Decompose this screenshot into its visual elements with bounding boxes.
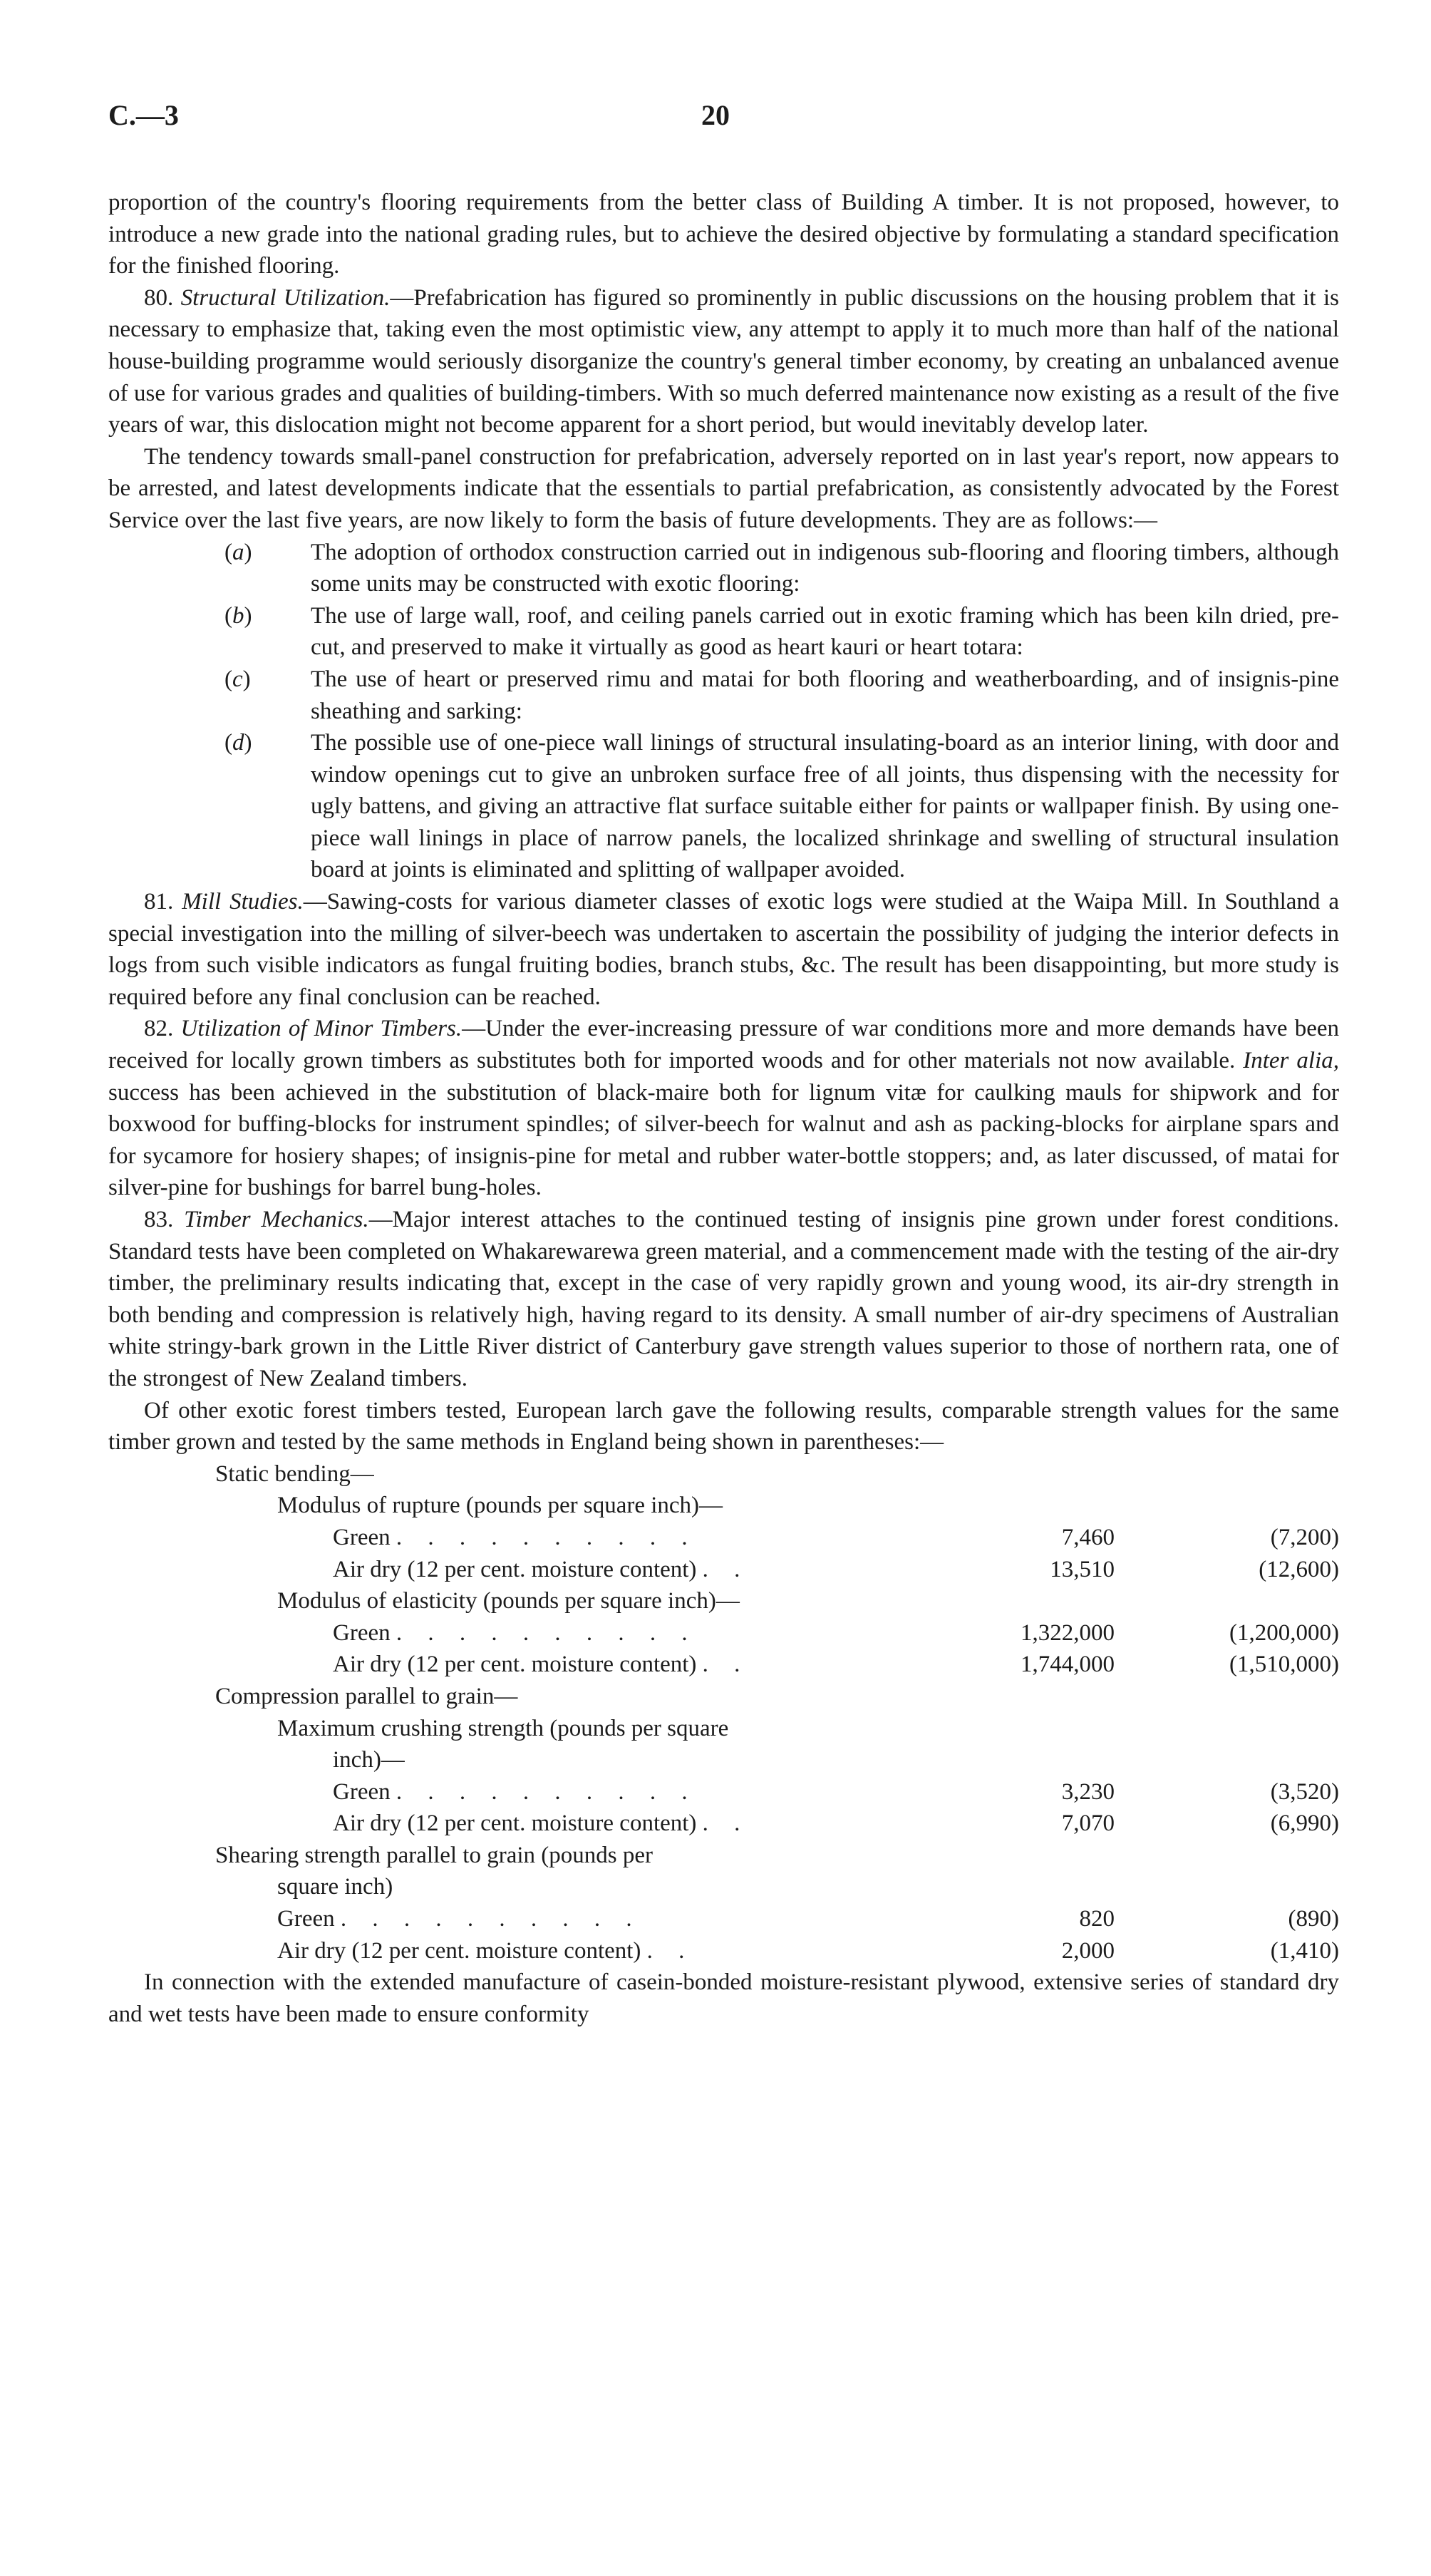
section-83-title: Timber Mechanics. xyxy=(184,1207,369,1232)
inter-alia-phrase: Inter alia, xyxy=(1243,1048,1340,1074)
table-row xyxy=(108,1713,1339,1745)
document-code: C.—3 xyxy=(108,99,179,131)
green-label: Green xyxy=(333,1524,391,1550)
table-row xyxy=(108,1585,1339,1617)
max-crushing-heading: Maximum crushing strength (pounds per square xyxy=(277,1715,729,1741)
green-label: Green xyxy=(333,1778,391,1805)
section-81-title: Mill Studies. xyxy=(182,889,304,915)
larch-results-table xyxy=(108,1458,1339,1967)
england-value: (1,410) xyxy=(1270,1937,1339,1964)
row-label xyxy=(333,1808,750,1840)
row-label xyxy=(277,1935,694,1967)
leader-dots: . . xyxy=(702,1556,750,1582)
list-item-text: The possible use of one-piece wall linings of structural insulating-board as an interior lining, with door and window openings cut to give an unbroken surface free of all joints, thus dispensing with the necessity for ugly battens, and giving an attractive flat surface suitable either for paints or wallpaper finish. By using one-piece wall linings in place of narrow panels, the localized shrinkage and swelling of structural insulation board at joints is eliminated and splitting of wallpaper avoided. xyxy=(311,730,1339,883)
section-80-title: Structural Utilization. xyxy=(180,284,391,311)
leader-dots: . . . . . . . . . . xyxy=(396,1524,698,1550)
document-body xyxy=(108,187,1339,2030)
leader-dots: . . . . . . . . . . xyxy=(396,1778,698,1805)
table-row xyxy=(108,1808,1339,1840)
air-dry-label: Air dry (12 per cent. moisture content) xyxy=(277,1937,641,1964)
paragraph-larch: Of other exotic forest timbers tested, European larch gave the following results, comparable strength values for the same timber grown and tested by the same methods in England being shown in parentheses:— xyxy=(108,1397,1339,1456)
section-80-paragraph xyxy=(108,282,1339,441)
leader-dots: . . xyxy=(702,1810,750,1837)
shearing-heading-cont: square inch) xyxy=(277,1874,393,1900)
air-dry-label: Air dry (12 per cent. moisture content) xyxy=(333,1556,697,1582)
section-82-text-b: success has been achieved in the substitution of black-maire both for lignum vitæ for caulking mauls for shipwork and for boxwood for buffing-blocks for instrument spindles; of silver-beech for walnut and ash as packing-blocks for airplane spars and for sycamore for hosiery shapes; of insignis-pine for metal and rubber water-bottle stoppers; and, as later discussed, of matai for silver-pine for bushings for barrel bung-holes. xyxy=(108,1079,1339,1201)
page-number: 20 xyxy=(701,99,730,131)
row-label xyxy=(333,1554,750,1586)
list-marker: (c) xyxy=(224,666,251,692)
nz-value: 13,510 xyxy=(1050,1556,1115,1582)
table-row xyxy=(108,1554,1339,1586)
nz-value: 820 xyxy=(1079,1906,1115,1932)
row-label xyxy=(277,1903,642,1935)
leader-dots: . . xyxy=(646,1937,695,1964)
row-label xyxy=(333,1776,698,1808)
page-header xyxy=(0,100,1431,143)
table-row xyxy=(108,1903,1339,1935)
leader-dots: . . . . . . . . . . xyxy=(340,1906,642,1932)
list-item xyxy=(108,600,1339,664)
section-82-text-a: —Under the ever-increasing pressure of war conditions more and more demands have been received for locally grown timbers as substitutes both for imported woods and for other materials not now available. xyxy=(108,1016,1340,1074)
section-81-paragraph xyxy=(108,886,1339,1013)
england-value: (3,520) xyxy=(1270,1778,1339,1805)
section-83-paragraph xyxy=(108,1204,1339,1395)
leader-dots: . . xyxy=(702,1652,750,1678)
section-82-paragraph xyxy=(108,1013,1339,1204)
row-label xyxy=(333,1522,698,1554)
england-value: (12,600) xyxy=(1259,1556,1339,1582)
section-82-number: 82. xyxy=(144,1016,174,1042)
row-label xyxy=(333,1649,750,1681)
list-item-text: The adoption of orthodox construction carried out in indigenous sub-flooring and flooring timbers, although some units may be constructed with exotic flooring: xyxy=(311,539,1339,597)
table-row xyxy=(108,1681,1339,1713)
list-marker-letter: d xyxy=(232,730,244,756)
leader-dots: . . . . . . . . . . xyxy=(396,1619,698,1646)
table-row xyxy=(108,1840,1339,1872)
modulus-elasticity-heading: Modulus of elasticity (pounds per square inch)— xyxy=(277,1588,740,1614)
compression-heading: Compression parallel to grain— xyxy=(215,1683,518,1709)
paragraph-continuation: proportion of the country's flooring requirements from the better class of Building A timber. It is not proposed, however, to introduce a new grade into the national grading rules, but to achieve the desired objective by formulating a standard specification for the finished flooring. xyxy=(108,190,1339,279)
list-item xyxy=(108,537,1339,600)
table-row xyxy=(108,1935,1339,1967)
paragraph-final: In connection with the extended manufacture of casein-bonded moisture-resistant plywood, extensive series of standard dry and wet tests have been made to ensure conformity xyxy=(108,1969,1339,2027)
section-83-number: 83. xyxy=(144,1207,174,1232)
list-marker-letter: c xyxy=(232,666,243,692)
air-dry-label: Air dry (12 per cent. moisture content) xyxy=(333,1810,697,1837)
nz-value: 2,000 xyxy=(1061,1937,1115,1964)
list-item xyxy=(108,664,1339,727)
paragraph-tendency: The tendency towards small-panel construction for prefabrication, adversely reported on in last year's report, now appears to be arrested, and latest developments indicate that the essentials to partial prefabrication, as consistently advocated by the Forest Service over the last five years, are now likely to form the basis of future developments. They are as follows:— xyxy=(108,443,1339,533)
table-row xyxy=(108,1776,1339,1808)
list-marker-letter: a xyxy=(232,539,244,565)
table-row xyxy=(108,1871,1339,1903)
shearing-heading: Shearing strength parallel to grain (pounds per xyxy=(215,1842,653,1868)
england-value: (890) xyxy=(1288,1906,1339,1932)
air-dry-label: Air dry (12 per cent. moisture content) xyxy=(333,1652,697,1678)
table-row xyxy=(108,1522,1339,1554)
england-value: (1,510,000) xyxy=(1229,1652,1339,1678)
green-label: Green xyxy=(333,1619,391,1646)
nz-value: 7,070 xyxy=(1061,1810,1115,1837)
section-81-text: —Sawing-costs for various diameter classes of exotic logs were studied at the Waipa Mill. In Southland a special investigation into the milling of silver-beech was undertaken to ascertain the possibility of judging the interior defects in logs from such visible indicators as fungal fruiting bodies, branch stubs, &c. The result has been disappointing, but more study is required before any final conclusion can be reached. xyxy=(108,889,1339,1010)
list-item-text: The use of large wall, roof, and ceiling panels carried out in exotic framing which has been kiln dried, pre-cut, and preserved to make it virtually as good as heart kauri or heart totara: xyxy=(311,602,1339,661)
list-item-text: The use of heart or preserved rimu and matai for both flooring and weatherboarding, and of insignis-pine sheathing and sarking: xyxy=(311,666,1339,724)
row-label xyxy=(333,1617,698,1649)
modulus-rupture-heading: Modulus of rupture (pounds per square inch)— xyxy=(277,1493,723,1519)
table-row xyxy=(108,1490,1339,1522)
list-marker: (b) xyxy=(224,602,252,629)
static-bending-heading: Static bending— xyxy=(215,1460,374,1487)
table-row xyxy=(108,1649,1339,1681)
prefabrication-list xyxy=(108,537,1339,887)
england-value: (6,990) xyxy=(1270,1810,1339,1837)
table-row xyxy=(108,1458,1339,1490)
nz-value: 1,744,000 xyxy=(1021,1652,1115,1678)
table-row xyxy=(108,1617,1339,1649)
section-83-text: —Major interest attaches to the continued testing of insignis pine grown under forest conditions. Standard tests have been completed on Whakarewarewa green material, and a commencement made with the testing of the air-dry timber, the preliminary results indicating that, except in the case of very rapidly grown and young wood, its air-dry strength in both bending and compression is relatively high, having regard to its density. A small number of air-dry specimens of Australian white stringy-bark grown in the Little River district of Canterbury gave strength values superior to those of northern rata, one of the strongest of New Zealand timbers. xyxy=(108,1207,1340,1391)
england-value: (7,200) xyxy=(1270,1524,1339,1550)
section-80-text: —Prefabrication has figured so prominently in public discussions on the housing problem that it is necessary to emphasize that, taking even the most optimistic view, any attempt to apply it to much more than half of the national house-building programme would seriously disorganize the country's general timber economy, by creating an unbalanced avenue of use for various grades and qualities of building-timbers. With so much deferred maintenance now existing as a result of the five years of war, this dislocation might not become apparent for a short period, but would inevitably develop later. xyxy=(108,284,1339,438)
table-row xyxy=(108,1744,1339,1776)
nz-value: 3,230 xyxy=(1061,1778,1115,1805)
list-marker: (a) xyxy=(224,539,252,565)
section-80-number: 80. xyxy=(144,284,174,311)
section-82-title: Utilization of Minor Timbers. xyxy=(180,1016,463,1042)
nz-value: 7,460 xyxy=(1061,1524,1115,1550)
section-81-number: 81. xyxy=(144,889,174,915)
green-label: Green xyxy=(277,1906,335,1932)
max-crushing-heading-cont: inch)— xyxy=(333,1747,405,1773)
england-value: (1,200,000) xyxy=(1229,1619,1339,1646)
list-marker-letter: b xyxy=(232,602,244,629)
list-marker: (d) xyxy=(224,730,252,756)
nz-value: 1,322,000 xyxy=(1021,1619,1115,1646)
list-item xyxy=(108,727,1339,886)
